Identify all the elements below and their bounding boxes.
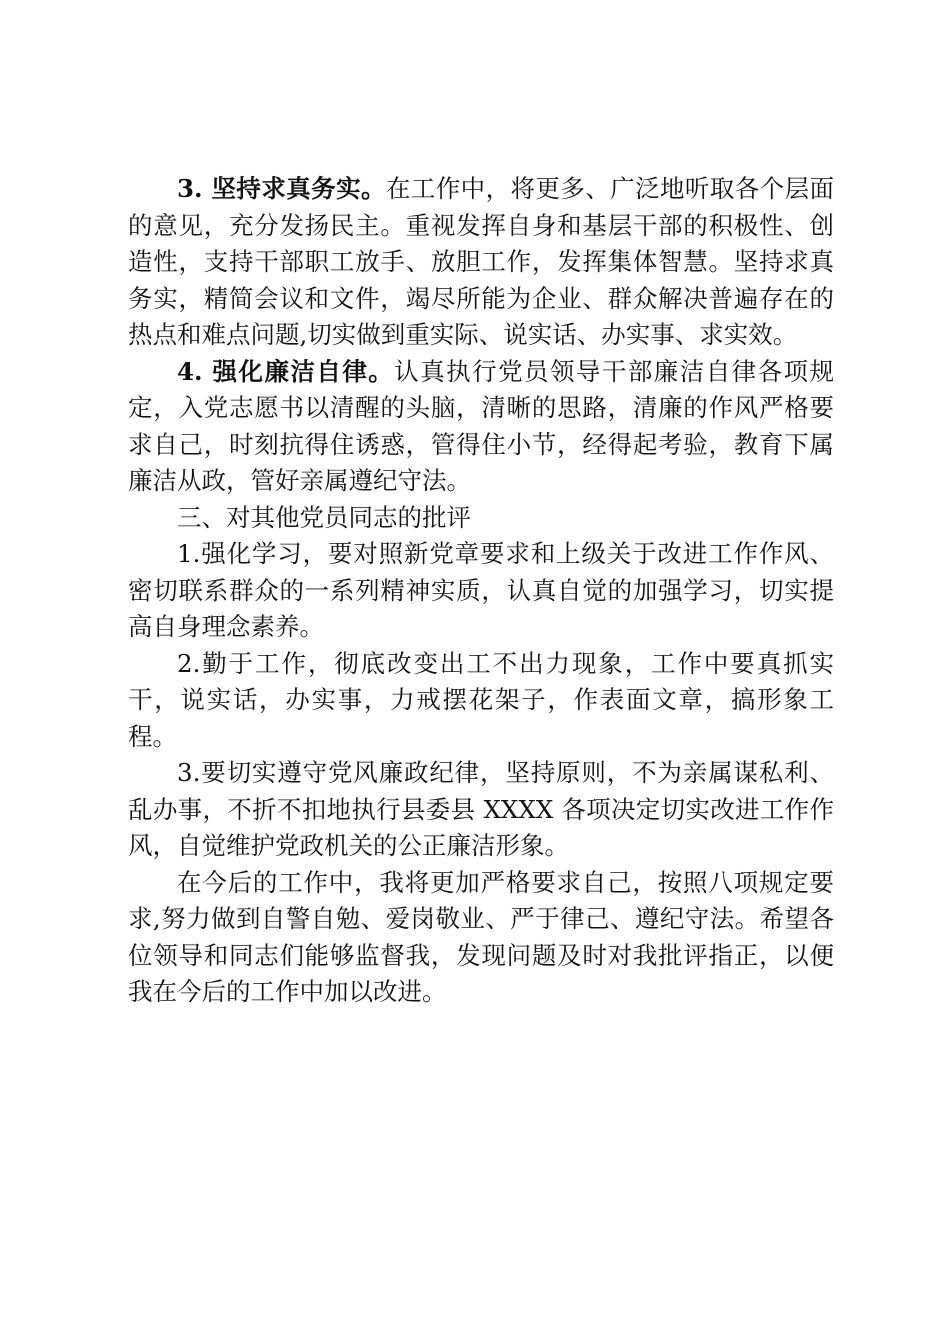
paragraph-heading: 3. 坚持求真务实。 [177, 174, 386, 203]
section-heading: 三、对其他党员同志的批评 [177, 502, 471, 532]
closing-paragraph: 在今后的工作中，我将更加严格要求自己，按照八项规定要求,努力做到自警自勉、爱岗敬业、严于律己、遵纪守法。希望各位领导和同志们能够监督我，发现问题及时对我批评指正，以便我在今后的工作中加以改进。 [128, 867, 834, 1006]
paragraph-text: 在工作中，将更多、广泛地听取各个层面的意见，充分发扬民主。重视发挥自身和基层干部的积极性、创造性，支持干部职工放手、放胆工作，发挥集体智慧。坚持求真务实，精简会议和文件，竭尽所能为企业、群众解决普遍存在的热点和难点问题,切实做到重实际、说实话、办实事、求实效。 [128, 174, 835, 349]
criticism-item: 2.勤于工作，彻底改变出工不出力现象，工作中要真抓实干，说实话，办实事，力戒摆花架子，作表面文章，搞形象工程。 [128, 648, 834, 751]
paragraph-text: 认真执行党员领导干部廉洁自律各项规定，入党志愿书以清醒的头脑，清晰的思路，清廉的作风严格要求自己，时刻抗得住诱惑，管得住小节，经得起考验，教育下属廉洁从政，管好亲属遵纪守法。 [128, 356, 835, 495]
paragraph-integrity [128, 354, 834, 500]
paragraph-heading: 4. 强化廉洁自律。 [177, 356, 395, 386]
document-body [128, 171, 834, 1011]
criticism-item: 1.强化学习，要对照新党章要求和上级关于改进工作作风、密切联系群众的一系列精神实质，认真自觉的加强学习，切实提高自身理念素养。 [128, 539, 834, 641]
paragraph-truth-seeking [128, 171, 834, 354]
criticism-item: 3.要切实遵守党风廉政纪律，坚持原则，不为亲属谋私利、乱办事，不折不扣地执行县委县 XXXX 各项决定切实改进工作作风，自觉维护党政机关的公正廉洁形象。 [128, 758, 834, 860]
